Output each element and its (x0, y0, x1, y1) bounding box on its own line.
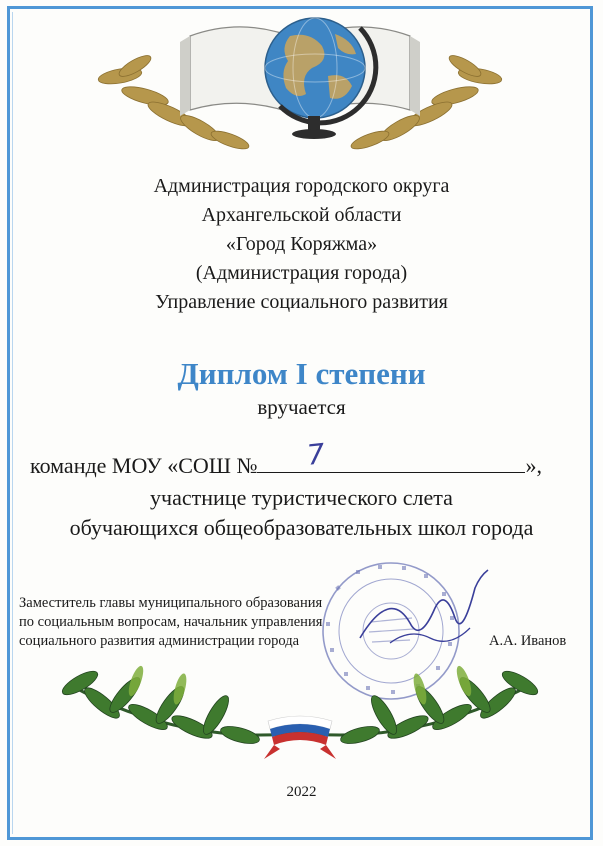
issuer-line-1: Администрация городского округа (153, 175, 450, 197)
issuer-header (0, 172, 603, 317)
signer-line-2: по социальным вопросам, начальник управления (19, 614, 323, 630)
recipient-description (0, 483, 603, 543)
recipient-line-3: обучающихся общеобразовательных школ города (69, 515, 534, 540)
recipient-suffix: », (525, 453, 542, 478)
signer-name: А.А. Иванов (489, 633, 567, 649)
issuer-line-2: Архангельской области (201, 204, 402, 226)
globe-book-laurel-icon (60, 6, 540, 166)
recipient-line-2: участнице туристического слета (150, 485, 453, 510)
signer-line-3: социального развития администрации города (19, 633, 300, 649)
signer-line-1: Заместитель главы муниципального образования (19, 595, 323, 611)
issue-year: 2022 (286, 784, 317, 800)
issuer-line-4: (Администрация города) (195, 262, 408, 284)
signer-position (19, 594, 399, 651)
recipient-prefix: команде МОУ «СОШ № (30, 453, 258, 478)
issuer-line-3: «Город Коряжма» (225, 233, 378, 255)
school-number-handwritten: 7 (305, 437, 327, 472)
diploma-title: Диплом I степени (177, 356, 426, 391)
issuer-line-5: Управление социального развития (155, 291, 448, 313)
recipient-team-line (30, 437, 590, 479)
awarded-text: вручается (257, 395, 346, 419)
laurel-branch-ribbon-icon (40, 655, 560, 765)
school-number-blank (257, 437, 525, 473)
